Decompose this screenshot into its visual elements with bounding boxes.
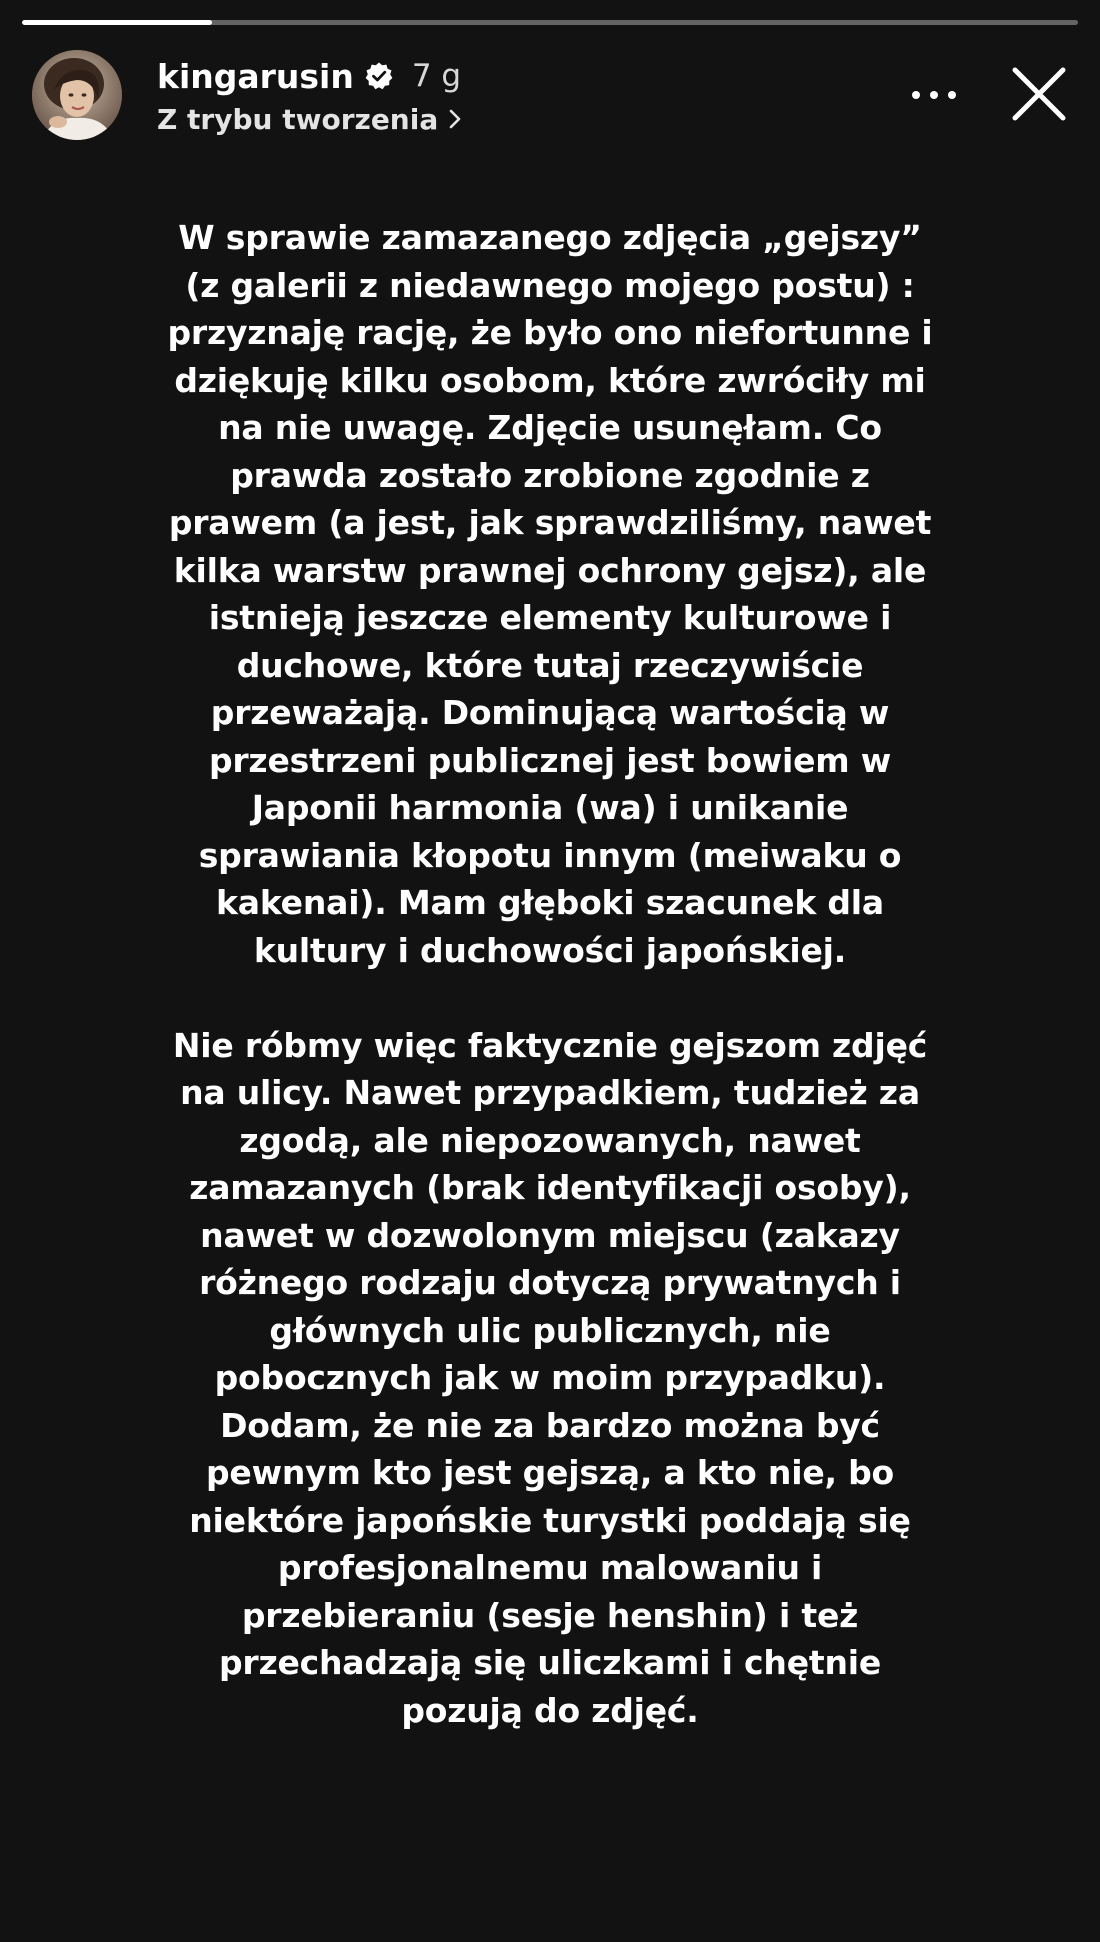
story-text (100, 214, 1000, 1734)
more-options-button[interactable] (904, 70, 964, 120)
source-label[interactable]: Z trybu tworzenia (157, 102, 439, 136)
story-text-line: głównych ulic publicznych, nie (269, 1310, 831, 1350)
story-text-line: pobocznych jak w moim przypadku). (214, 1358, 886, 1397)
close-icon (1007, 62, 1071, 126)
story-paragraph (100, 214, 1000, 974)
story-progress-fill (22, 20, 212, 25)
story-text-line: prawda zostało zrobione zgodnie z (230, 455, 870, 495)
story-text-line: przeważają. Dominującą wartością w (210, 693, 890, 732)
story-text-line: prawem (a jest, jak sprawdziliśmy, nawet (168, 503, 932, 542)
story-text-line: profesjonalnemu malowaniu i (277, 1548, 823, 1587)
chevron-right-icon (448, 108, 462, 130)
story-text-line: W sprawie zamazanego zdjęcia „gejszy” (178, 218, 922, 257)
story-text-line: na nie uwagę. Zdjęcie usunęłam. Co (218, 408, 882, 447)
story-text-line: pewnym kto jest gejszą, a kto nie, bo (205, 1453, 895, 1492)
story-text-line: duchowe, które tutaj rzeczywiście (236, 645, 864, 685)
story-text-line: zgodą, ale niepozowanych, nawet (239, 1120, 861, 1160)
story-text-line: nawet w dozwolonym miejscu (zakazy (200, 1215, 900, 1255)
more-horizontal-icon (911, 90, 957, 100)
story-text-line: sprawiania kłopotu innym (meiwaku o (198, 835, 902, 875)
verified-badge-icon (364, 61, 394, 91)
story-header (32, 50, 1072, 140)
story-text-line: Japonii harmonia (wa) i unikanie (251, 788, 849, 827)
username[interactable]: kingarusin (157, 56, 354, 96)
story-text-line: różnego rodzaju dotyczą prywatnych i (199, 1263, 901, 1302)
story-progress-bar (22, 20, 1078, 25)
user-row (157, 54, 462, 98)
story-text-line: kilka warstw prawnej ochrony gejsz), ale (173, 550, 927, 590)
story-text-line: przechadzają się uliczkami i chętnie (218, 1643, 882, 1682)
story-text-line: na ulicy. Nawet przypadkiem, tudzież za (180, 1073, 920, 1112)
story-text-line: kultury i duchowości japońskiej. (253, 930, 847, 970)
avatar-photo-icon (32, 50, 122, 140)
story-text-line: pozują do zdjęć. (401, 1690, 699, 1730)
close-button[interactable] (1007, 62, 1071, 126)
user-info (157, 54, 462, 138)
story-paragraph (100, 1022, 1000, 1735)
story-text-line: kakenai). Mam głęboki szacunek dla (216, 883, 884, 922)
story-text-line: przyznaję rację, że było ono niefortunne i (167, 313, 933, 352)
post-time: 7 g (411, 58, 462, 94)
story-text-line: Dodam, że nie za bardzo można być (220, 1405, 880, 1445)
avatar[interactable] (32, 50, 122, 140)
story-source[interactable] (157, 100, 462, 138)
story-text-line: dziękuję kilku osobom, które zwróciły mi (174, 360, 926, 400)
story-text-line: zamazanych (brak identyfikacji osoby), (189, 1168, 911, 1207)
story-text-line: przebieraniu (sesje henshin) i też (241, 1595, 859, 1635)
story-text-line: niektóre japońskie turystki poddają się (189, 1500, 911, 1540)
story-text-line: istnieją jeszcze elementy kulturowe i (208, 598, 892, 637)
story-text-line: przestrzeni publicznej jest bowiem w (208, 740, 892, 780)
story-text-line: (z galerii z niedawnego mojego postu) : (185, 265, 915, 305)
story-text-line: Nie róbmy więc faktycznie gejszom zdjęć (172, 1025, 928, 1065)
